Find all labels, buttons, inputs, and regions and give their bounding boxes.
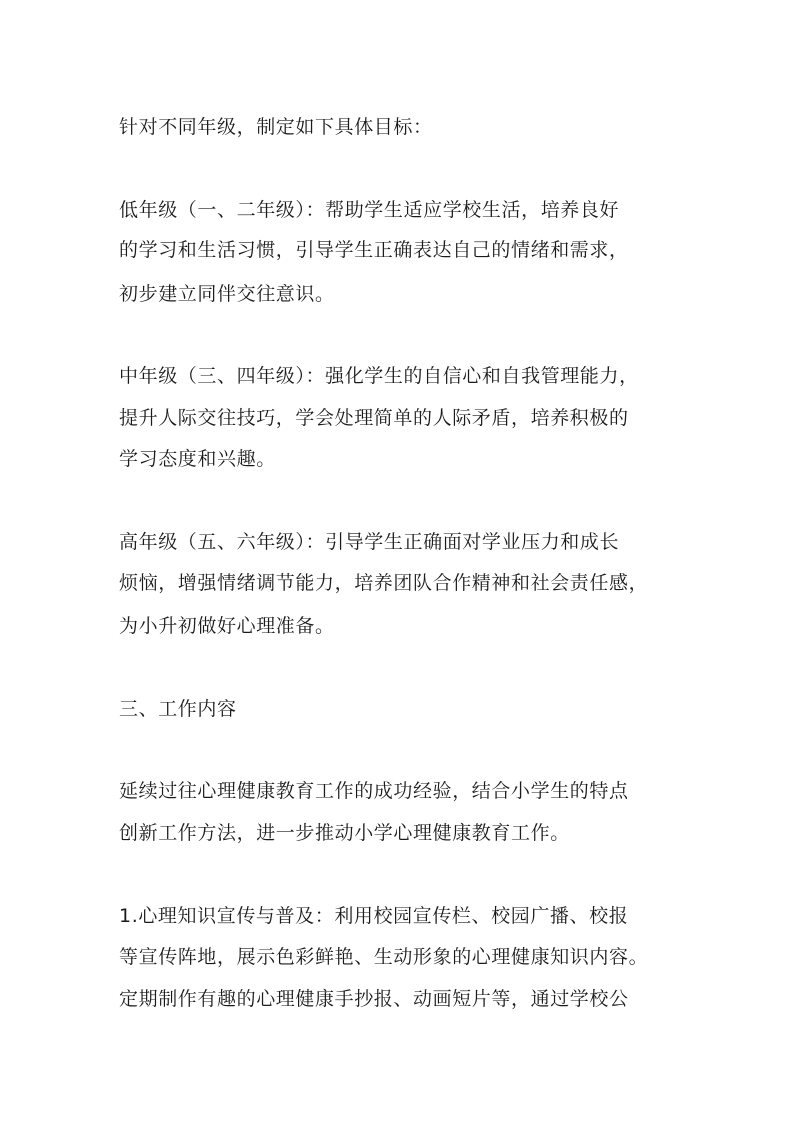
mid-grade-line-1: 中年级（三、四年级）：强化学生的自信心和自我管理能力， [119,365,639,387]
item-1-line-2: 等宣传阵地，展示色彩鲜艳、生动形象的心理健康知识内容。 [119,946,649,968]
low-grade-line-1: 低年级（一、二年级）：帮助学生适应学校生活，培养良好 [119,199,620,221]
mid-grade-line-3: 学习态度和兴趣。 [119,448,276,470]
mid-grade-line-2: 提升人际交往技巧，学会处理简单的人际矛盾，培养积极的 [119,407,629,429]
section-3-heading: 三、工作内容 [119,698,237,720]
section-3-intro-line-1: 延续过往心理健康教育工作的成功经验，结合小学生的特点 [119,780,629,802]
high-grade-line-3: 为小升初做好心理准备。 [119,615,335,637]
low-grade-line-2: 的学习和生活习惯，引导学生正确表达自己的情绪和需求， [119,239,629,261]
high-grade-line-2: 烦恼，增强情绪调节能力，培养团队合作精神和社会责任感， [119,572,649,594]
low-grade-line-3: 初步建立同伴交往意识。 [119,283,335,305]
item-1-line-3: 定期制作有趣的心理健康手抄报、动画短片等，通过学校公 [119,988,629,1010]
section-3-intro-line-2: 创新工作方法，进一步推动小学心理健康教育工作。 [119,822,570,844]
item-1-line-1: 1.心理知识宣传与普及：利用校园宣传栏、校园广播、校报 [119,905,629,927]
intro-paragraph: 针对不同年级，制定如下具体目标： [119,116,433,138]
high-grade-line-1: 高年级（五、六年级）：引导学生正确面对学业压力和成长 [119,531,620,553]
